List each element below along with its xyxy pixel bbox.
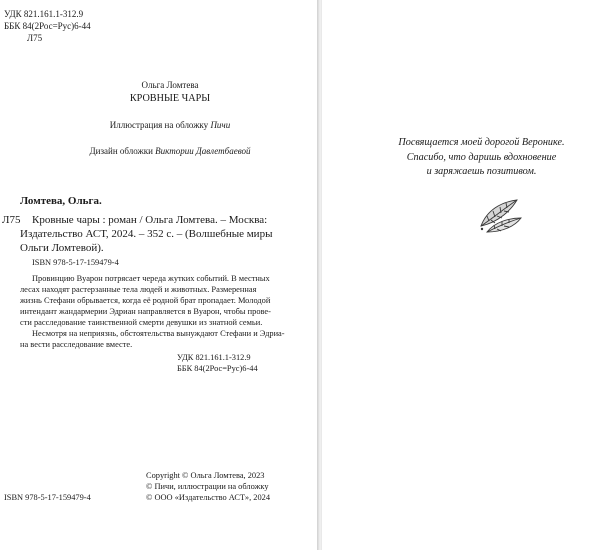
illustration-prefix: Иллюстрация на обложку <box>109 120 211 130</box>
cover-design-prefix: Дизайн обложки <box>89 146 156 156</box>
annotation-line: Несмотря на неприязнь, обстоятельства вынуждают Стефани и Эдриа- <box>32 329 285 338</box>
bbk-code-top: ББК 84(2Рос=Рус)6-44 <box>4 21 91 31</box>
cover-designer-name: Виктории Давлетбаевой <box>155 146 251 156</box>
catalog-line: Ольги Ломтевой). <box>20 242 104 254</box>
illustrator-name: Пичи <box>210 120 231 130</box>
catalog-isbn: ISBN 978-5-17-159479-4 <box>32 258 119 267</box>
annotation-line: интендант жандармерии Эдриан направляется в Вуарон, чтобы прове- <box>20 307 271 316</box>
dedication-line: и заряжаешь позитивом. <box>426 166 537 177</box>
copyright-line: Copyright © Ольга Ломтева, 2023 <box>146 471 265 480</box>
copyright-line: © Пичи, иллюстрации на обложку <box>146 482 269 491</box>
author-sign-top: Л75 <box>27 33 43 43</box>
book-title: КРОВНЫЕ ЧАРЫ <box>129 93 211 104</box>
catalog-line: Издательство АСТ, 2024. – 352 с. – (Волшебные миры <box>20 228 273 240</box>
right-page <box>322 0 601 550</box>
copyright-line: © ООО «Издательство АСТ», 2024 <box>146 493 271 502</box>
annotation-line: Провинцию Вуарон потрясает череда жутких событий. В местных <box>32 274 270 283</box>
illustration-credit <box>50 120 290 131</box>
dedication-line: Посвящается моей дорогой Веронике. <box>398 137 565 148</box>
annotation-line: жизнь Стефани обрывается, когда её родной брат пропадает. Молодой <box>20 296 271 305</box>
bbk-code-catalog: ББК 84(2Рос=Рус)6-44 <box>177 364 258 373</box>
catalog-author-heading: Ломтева, Ольга. <box>20 195 102 207</box>
catalog-sign: Л75 <box>2 214 21 226</box>
annotation-line: лесах находят растерзанные тела людей и животных. Размеренная <box>20 285 257 294</box>
cover-design-credit <box>30 146 310 157</box>
udk-code-catalog: УДК 821.161.1-312.9 <box>177 353 251 362</box>
catalog-line: Кровные чары : роман / Ольга Ломтева. – Москва: <box>32 214 268 226</box>
dedication-line: Спасибо, что даришь вдохновение <box>406 152 557 163</box>
annotation-line: на вести расследование вместе. <box>20 340 133 349</box>
isbn-bottom: ISBN 978-5-17-159479-4 <box>4 493 91 502</box>
annotation-line: сти расследование таинственной смерти девушки из знатной семьи. <box>20 318 263 327</box>
feathers-icon <box>477 196 523 236</box>
author-name: Ольга Ломтева <box>141 80 199 90</box>
udk-code-top: УДК 821.161.1-312.9 <box>4 9 84 19</box>
